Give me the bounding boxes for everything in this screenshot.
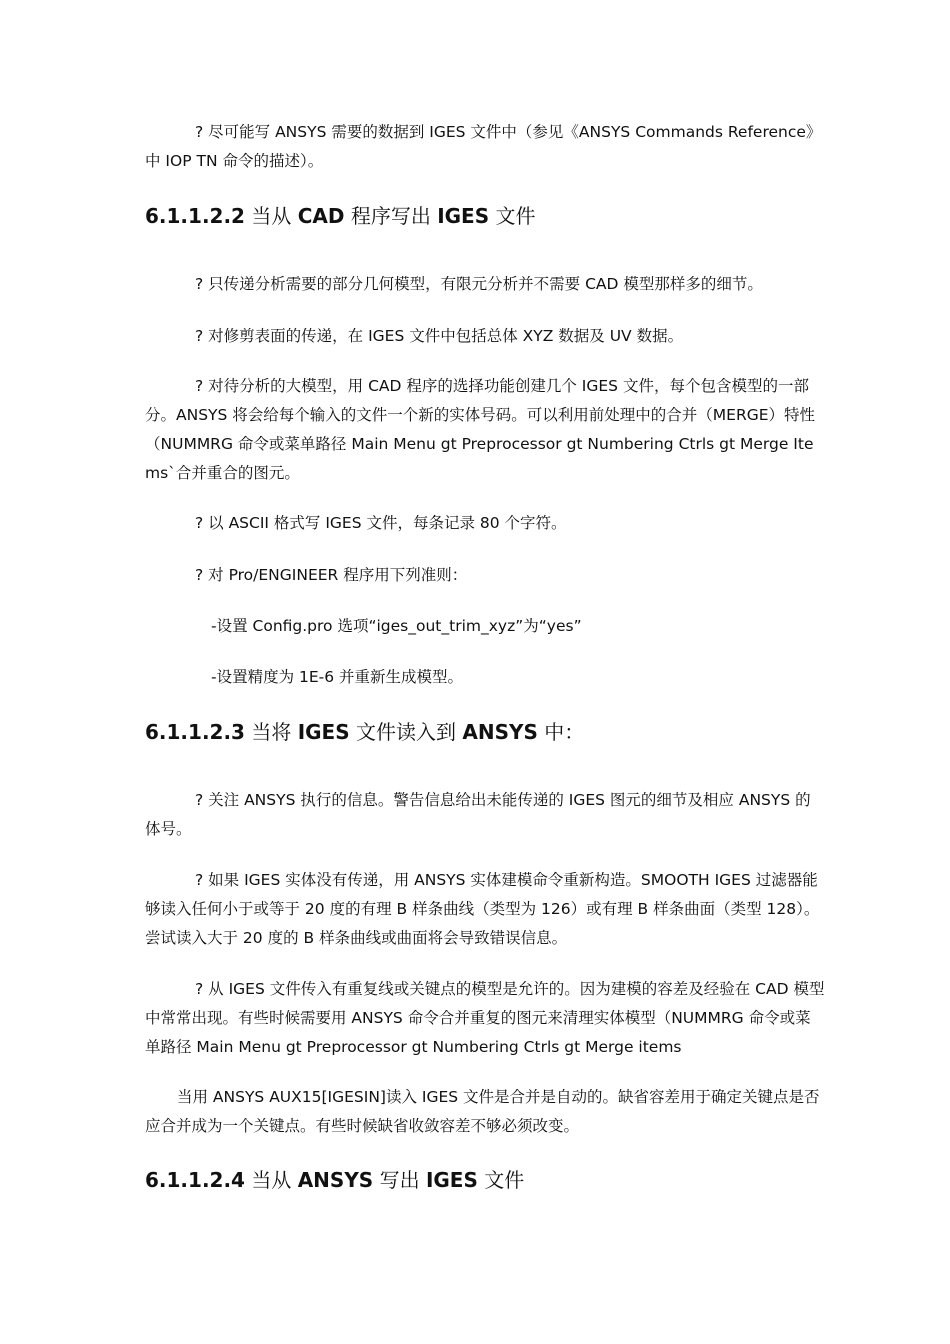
heading-text: 文件 xyxy=(477,1168,525,1192)
heading-bold: ANSYS xyxy=(297,1168,374,1192)
heading-text: 写出 xyxy=(373,1168,426,1192)
section-number: 6.1.1.2.2 xyxy=(145,204,245,228)
bullet-paragraph: ? 尽可能写 ANSYS 需要的数据到 IGES 文件中（参见《ANSYS Commands Reference》中 IOP TN 命令的描述）。 xyxy=(145,123,822,170)
heading-text: 程序写出 xyxy=(344,204,438,228)
heading-text: 当从 xyxy=(251,1168,298,1192)
guideline-item: -设置精度为 1E-6 并重新生成模型。 xyxy=(211,668,464,686)
heading-text: 当将 xyxy=(251,720,298,744)
heading-bold: CAD xyxy=(297,204,345,228)
section-heading xyxy=(145,718,825,746)
heading-text: 中： xyxy=(537,720,585,744)
section-number: 6.1.1.2.4 xyxy=(145,1168,245,1192)
section-heading xyxy=(145,1166,825,1194)
body-paragraph: 当用 ANSYS AUX15[IGESIN]读入 IGES 文件是合并是自动的。缺省容差用于确定关键点是否应合并成为一个关键点。有些时候缺省收敛容差不够必须改变。 xyxy=(145,1088,820,1135)
heading-bold: IGES xyxy=(437,204,490,228)
heading-text: 文件读入到 xyxy=(349,720,463,744)
heading-text: 文件 xyxy=(489,204,536,228)
heading-bold: IGES xyxy=(297,720,350,744)
bullet-paragraph: ? 只传递分析需要的部分几何模型，有限元分析并不需要 CAD 模型那样多的细节。 xyxy=(195,275,763,293)
bullet-paragraph: ? 从 IGES 文件传入有重复线或关键点的模型是允许的。因为建模的容差及经验在 CAD 模型中常常出现。有些时候需要用 ANSYS 命令合并重复的图元来清理实体模型（NUMMRG 命令或菜单路径 Main Menu gt Preprocessor gt Numbering Ctrls gt Merge items xyxy=(145,980,825,1056)
bullet-paragraph: ? 对 Pro/ENGINEER 程序用下列准则： xyxy=(195,566,468,584)
bullet-paragraph: ? 以 ASCII 格式写 IGES 文件，每条记录 80 个字符。 xyxy=(195,514,567,532)
bullet-paragraph: ? 对修剪表面的传递，在 IGES 文件中包括总体 XYZ 数据及 UV 数据。 xyxy=(195,327,684,345)
heading-bold: ANSYS xyxy=(462,720,538,744)
bullet-paragraph: ? 如果 IGES 实体没有传递，用 ANSYS 实体建模命令重新构造。SMOOTH IGES 过滤器能够读入任何小于或等于 20 度的有理 B 样条曲线（类型为 126）或有理 B 样条曲面（类型 128）。尝试读入大于 20 度的 B 样条曲线或曲面将会导致错误信息。 xyxy=(145,871,820,947)
heading-bold: IGES xyxy=(425,1168,478,1192)
bullet-paragraph: ? 对待分析的大模型，用 CAD 程序的选择功能创建几个 IGES 文件，每个包含模型的一部分。ANSYS 将会给每个输入的文件一个新的实体号码。可以利用前处理中的合并（MERGE）特性（NUMMRG 命令或菜单路径 Main Menu gt Preprocessor gt Numbering Ctrls gt Merge Items`合并重合的图元。 xyxy=(145,377,816,482)
guideline-item: -设置 Config.pro 选项“iges_out_trim_xyz”为“yes” xyxy=(211,617,582,635)
section-heading xyxy=(145,202,825,230)
bullet-paragraph: ? 关注 ANSYS 执行的信息。警告信息给出未能传递的 IGES 图元的细节及相应 ANSYS 的体号。 xyxy=(145,791,811,838)
heading-text: 当从 xyxy=(251,204,298,228)
section-number: 6.1.1.2.3 xyxy=(145,720,245,744)
